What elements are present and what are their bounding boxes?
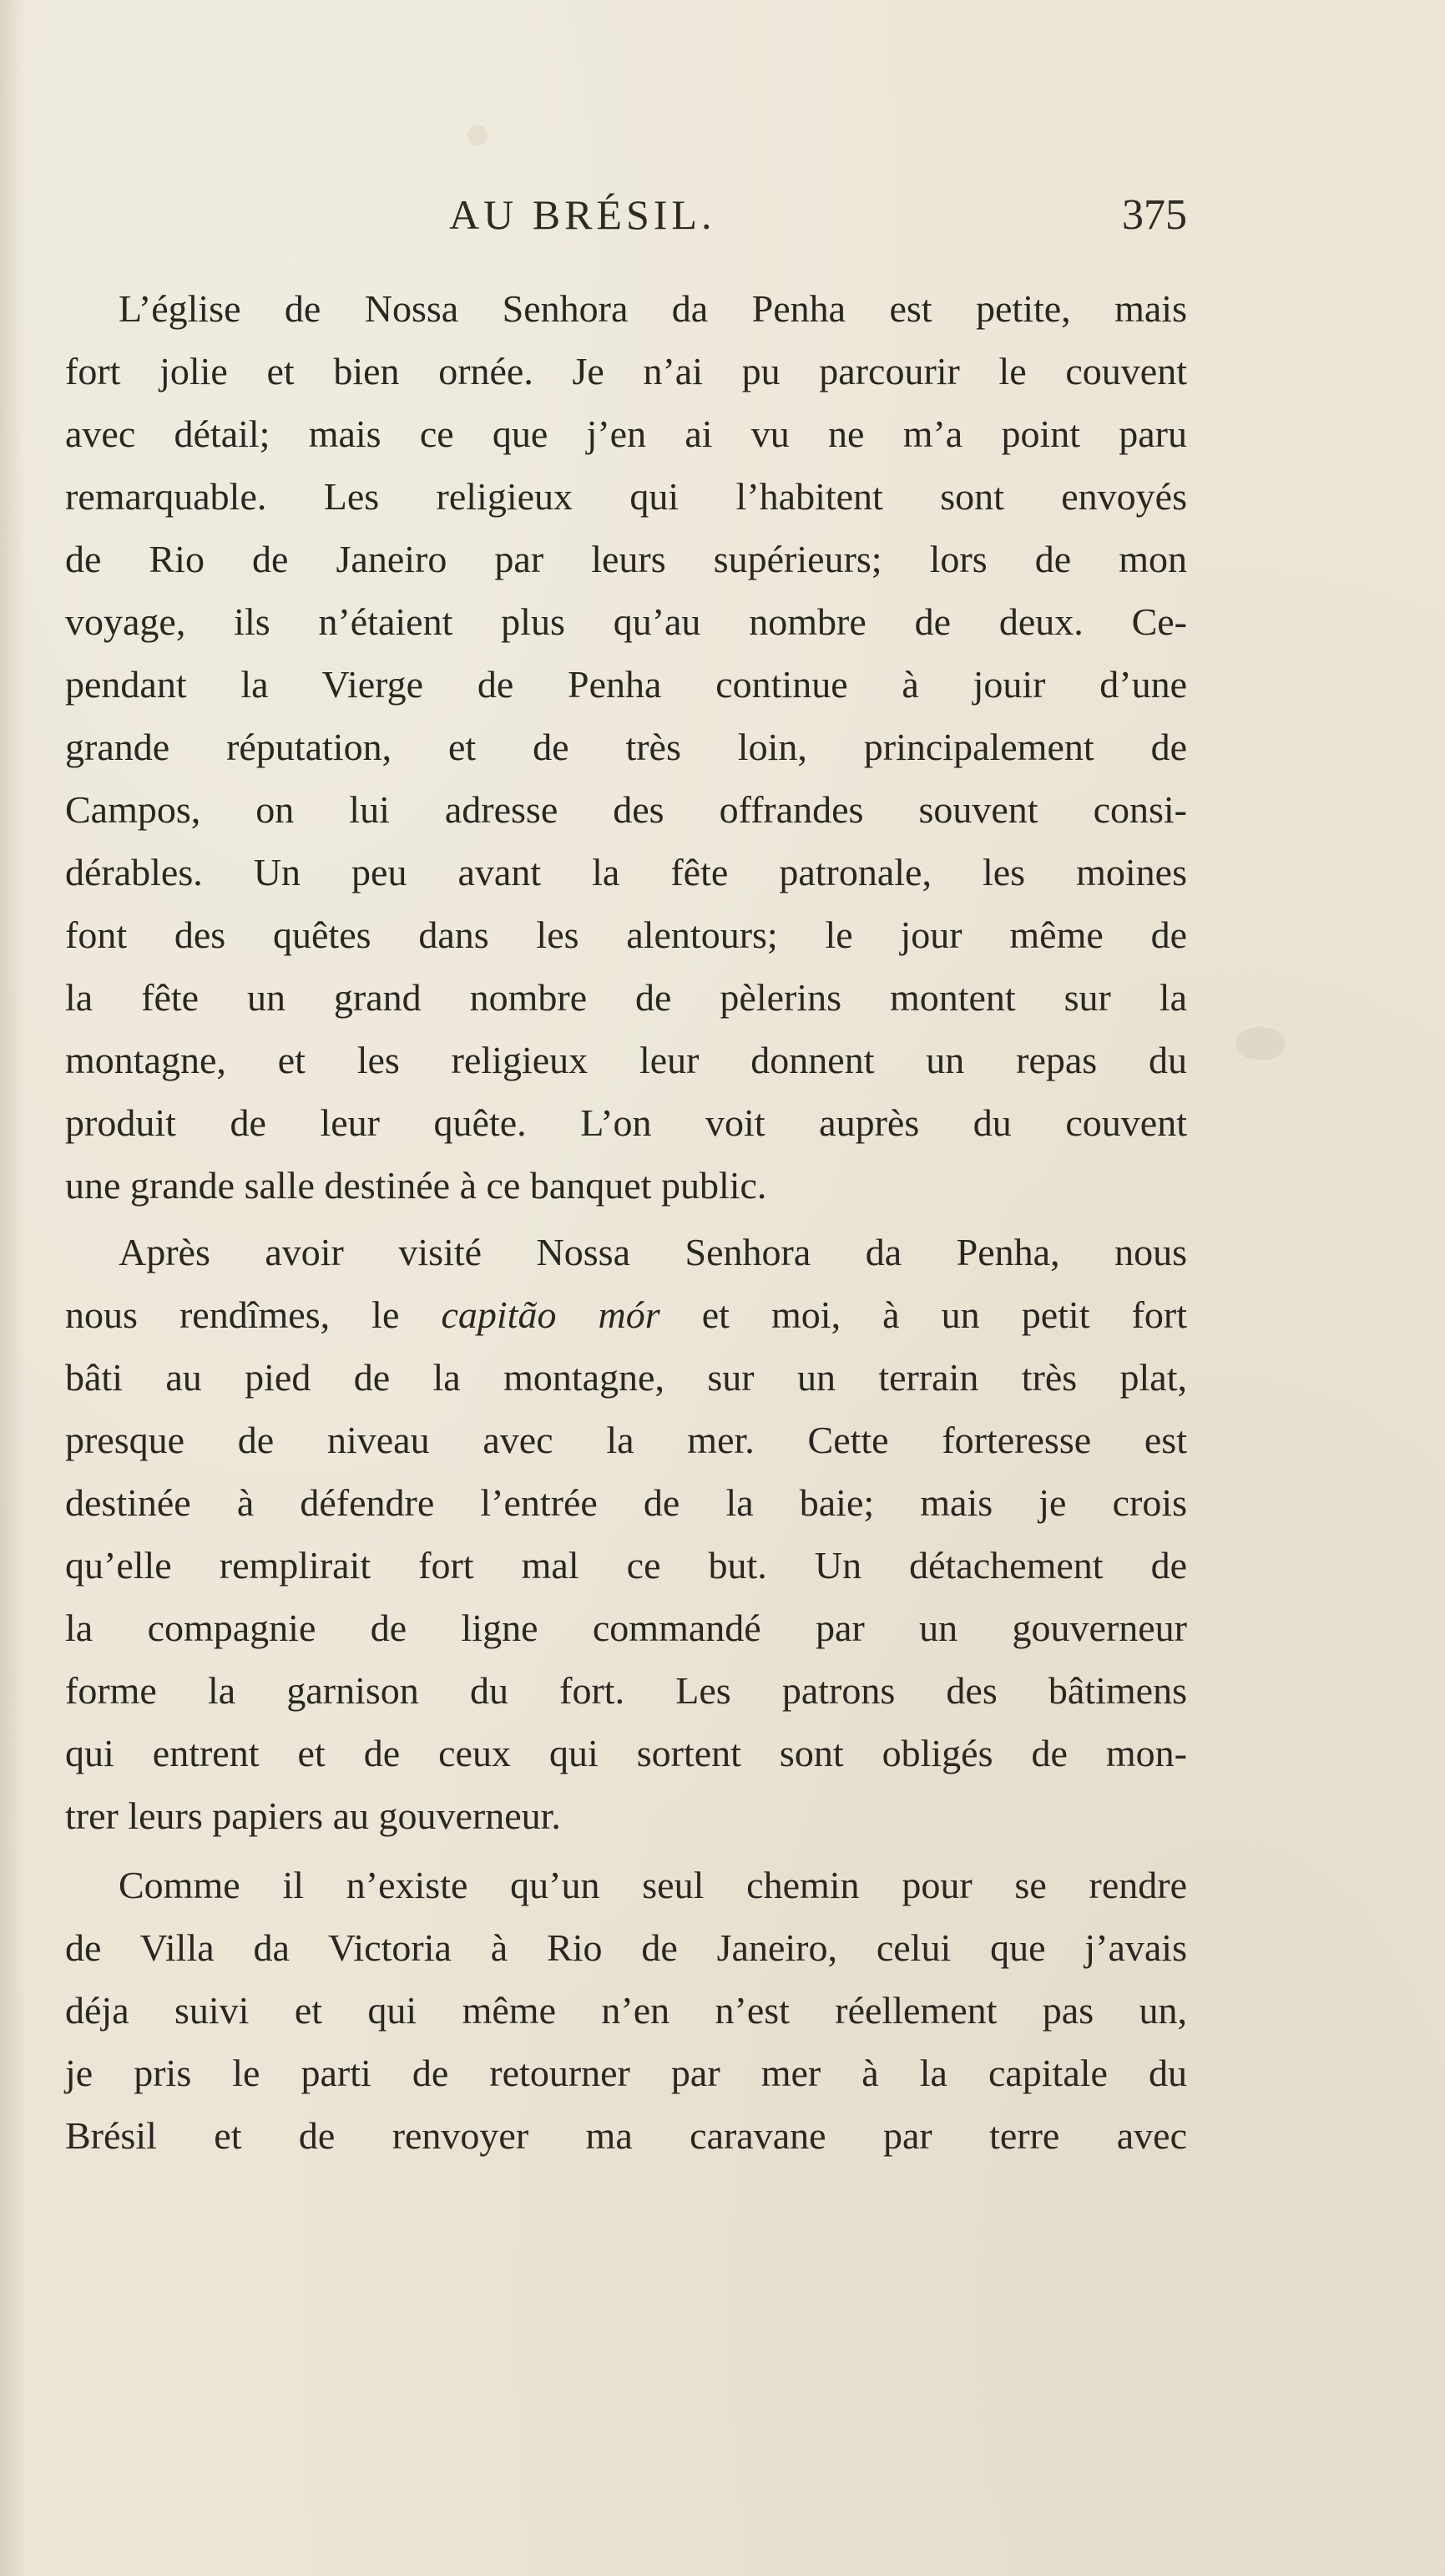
- paper-stain: [467, 125, 488, 145]
- text-line: de Villa da Victoria à Rio de Janeiro, celui que j’avais: [65, 1926, 1187, 1969]
- text-run: et moi, à un petit fort: [659, 1293, 1187, 1336]
- italic-term: capitão mór: [441, 1293, 660, 1336]
- text-line: Après avoir visité Nossa Senhora da Penha, nous: [119, 1231, 1187, 1273]
- text-line: trer leurs papiers au gouverneur.: [65, 1794, 561, 1837]
- page-header: [65, 190, 1187, 249]
- text-line: de Rio de Janeiro par leurs supérieurs; lors de mon: [65, 538, 1187, 580]
- text-line: pendant la Vierge de Penha continue à jouir d’une: [65, 663, 1187, 706]
- paragraph-2: [65, 1221, 1187, 1847]
- text-line: la compagnie de ligne commandé par un gouverneur: [65, 1607, 1187, 1649]
- text-line: Campos, on lui adresse des offrandes souvent consi-: [65, 788, 1187, 831]
- text-line: montagne, et les religieux leur donnent un repas du: [65, 1039, 1187, 1081]
- text-run: nous rendîmes, le: [65, 1293, 442, 1336]
- text-line: dérables. Un peu avant la fête patronale, les moines: [65, 851, 1187, 893]
- text-line: qu’elle remplirait fort mal ce but. Un détachement de: [65, 1544, 1187, 1587]
- text-line: je pris le parti de retourner par mer à la capitale du: [65, 2052, 1187, 2094]
- text-line: voyage, ils n’étaient plus qu’au nombre de deux. Ce-: [65, 600, 1187, 643]
- text-line: presque de niveau avec la mer. Cette forteresse est: [65, 1419, 1187, 1461]
- text-line: remarquable. Les religieux qui l’habitent sont envoyés: [65, 475, 1187, 518]
- text-line: qui entrent et de ceux qui sortent sont obligés de mon-: [65, 1732, 1187, 1774]
- body-text: [65, 277, 1187, 2167]
- text-line: bâti au pied de la montagne, sur un terrain très plat,: [65, 1356, 1187, 1399]
- text-line: une grande salle destinée à ce banquet public.: [65, 1164, 767, 1207]
- text-line: fort jolie et bien ornée. Je n’ai pu parcourir le couvent: [65, 350, 1187, 392]
- text-line: avec détail; mais ce que j’en ai vu ne m’a point paru: [65, 412, 1187, 455]
- text-line: grande réputation, et de très loin, principalement de: [65, 726, 1187, 768]
- running-title: AU BRÉSIL.: [449, 191, 716, 238]
- paper-stain: [1235, 1027, 1286, 1060]
- text-line: font des quêtes dans les alentours; le jour même de: [65, 913, 1187, 956]
- paragraph-3: [65, 1854, 1187, 2167]
- text-line: la fête un grand nombre de pèlerins montent sur la: [65, 976, 1187, 1019]
- text-line-with-italic: [65, 1283, 1187, 1346]
- text-line: L’église de Nossa Senhora da Penha est petite, mais: [119, 287, 1187, 330]
- page-number: 375: [1122, 191, 1187, 239]
- text-line: produit de leur quête. L’on voit auprès du couvent: [65, 1101, 1187, 1144]
- paragraph-1: [65, 277, 1187, 1217]
- text-line: destinée à défendre l’entrée de la baie; mais je crois: [65, 1481, 1187, 1524]
- gutter-shadow: [0, 0, 25, 2576]
- text-line: Comme il n’existe qu’un seul chemin pour se rendre: [119, 1864, 1187, 1906]
- text-line: Brésil et de renvoyer ma caravane par terre avec: [65, 2114, 1187, 2157]
- text-line: déja suivi et qui même n’en n’est réellement pas un,: [65, 1989, 1187, 2032]
- text-line: forme la garnison du fort. Les patrons des bâtimens: [65, 1669, 1187, 1712]
